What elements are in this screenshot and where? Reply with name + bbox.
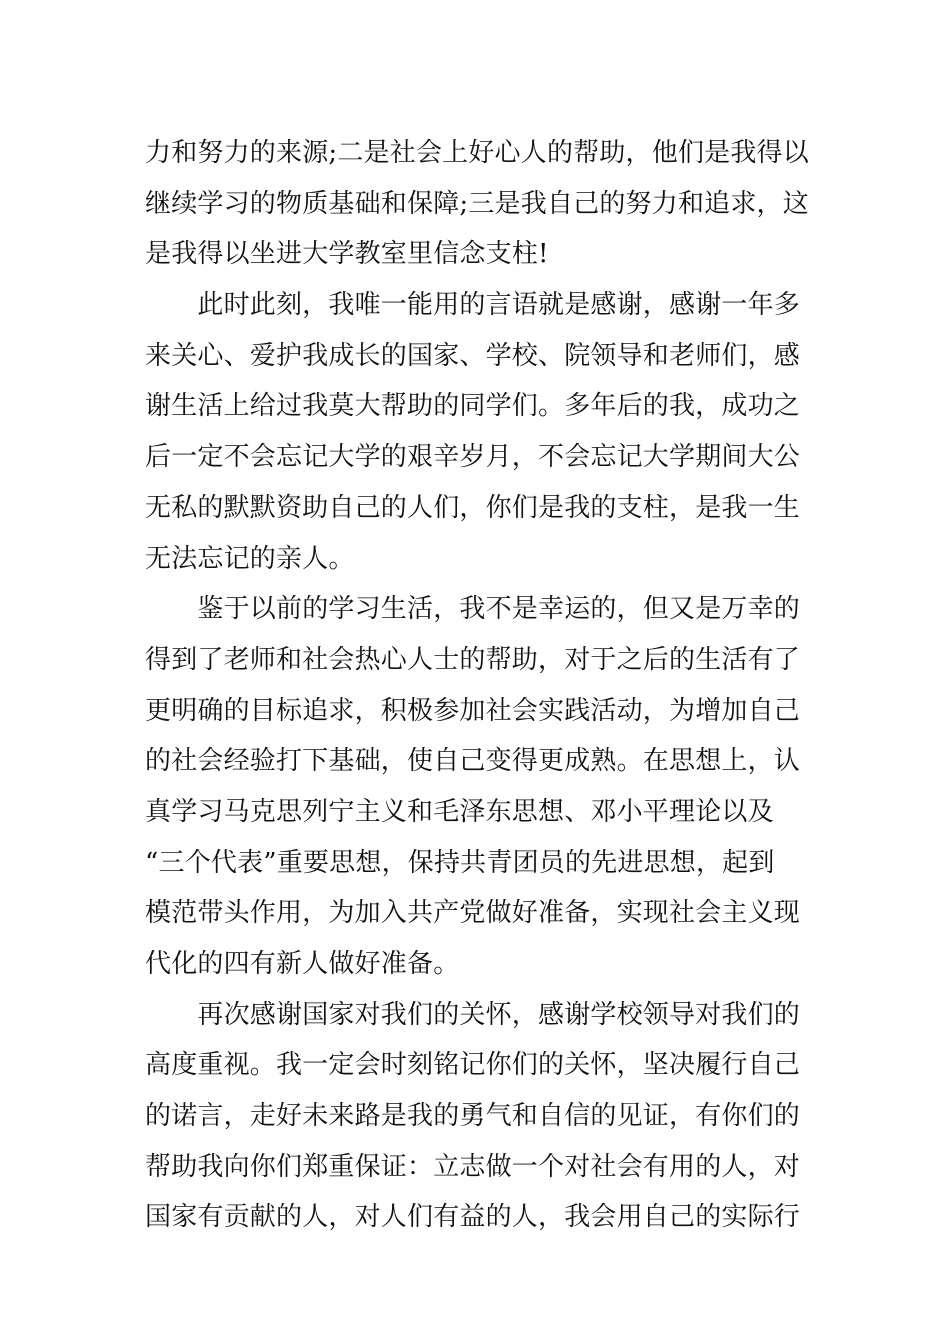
text-line: 代化的四有新人做好准备。 — [145, 949, 460, 979]
text-line: 来关心、爱护我成长的国家、学校、院领导和老师们，感 — [145, 340, 801, 371]
text-line: 的诺言，走好未来路是我的勇气和自信的见证，有你们的 — [145, 1101, 801, 1132]
text-line: 继续学习的物质基础和保障;三是我自己的努力和追求，这 — [145, 188, 809, 219]
text-line: 国家有贡献的人，对人们有益的人，我会用自己的实际行 — [145, 1202, 801, 1233]
text-line: 更明确的目标追求，积极参加社会实践活动，为增加自己 — [145, 695, 801, 726]
text-line: 无法忘记的亲人。 — [145, 543, 355, 574]
text-line: 后一定不会忘记大学的艰辛岁月，不会忘记大学期间大公 — [145, 442, 801, 473]
text-line: 再次感谢国家对我们的关怀，感谢学校领导对我们的 — [145, 999, 801, 1030]
text-line: 模范带头作用，为加入共产党做好准备，实现社会主义现 — [145, 898, 801, 929]
text-line: 谢生活上给过我莫大帮助的同学们。多年后的我，成功之 — [145, 391, 801, 422]
text-line: 鉴于以前的学习生活，我不是幸运的，但又是万幸的 — [145, 594, 801, 625]
body-text — [145, 128, 807, 1243]
text-line: 的社会经验打下基础，使自己变得更成熟。在思想上，认 — [145, 746, 801, 777]
text-line: 无私的默默资助自己的人们，你们是我的支柱，是我一生 — [145, 492, 801, 523]
text-line: 是我得以坐进大学教室里信念支柱! — [145, 239, 549, 270]
text-line: 力和努力的来源;二是社会上好心人的帮助，他们是我得以 — [145, 138, 809, 168]
text-line: 帮助我向你们郑重保证：立志做一个对社会有用的人，对 — [145, 1151, 801, 1182]
text-line: “三个代表”重要思想，保持共青团员的先进思想，起到 — [145, 847, 775, 878]
text-line: 此时此刻，我唯一能用的言语就是感谢，感谢一年多 — [145, 290, 801, 321]
text-line: 真学习马克思列宁主义和毛泽东思想、邓小平理论以及 — [145, 796, 774, 827]
text-line: 得到了老师和社会热心人士的帮助，对于之后的生活有了 — [145, 644, 801, 675]
text-line: 高度重视。我一定会时刻铭记你们的关怀，坚决履行自己 — [145, 1050, 801, 1081]
